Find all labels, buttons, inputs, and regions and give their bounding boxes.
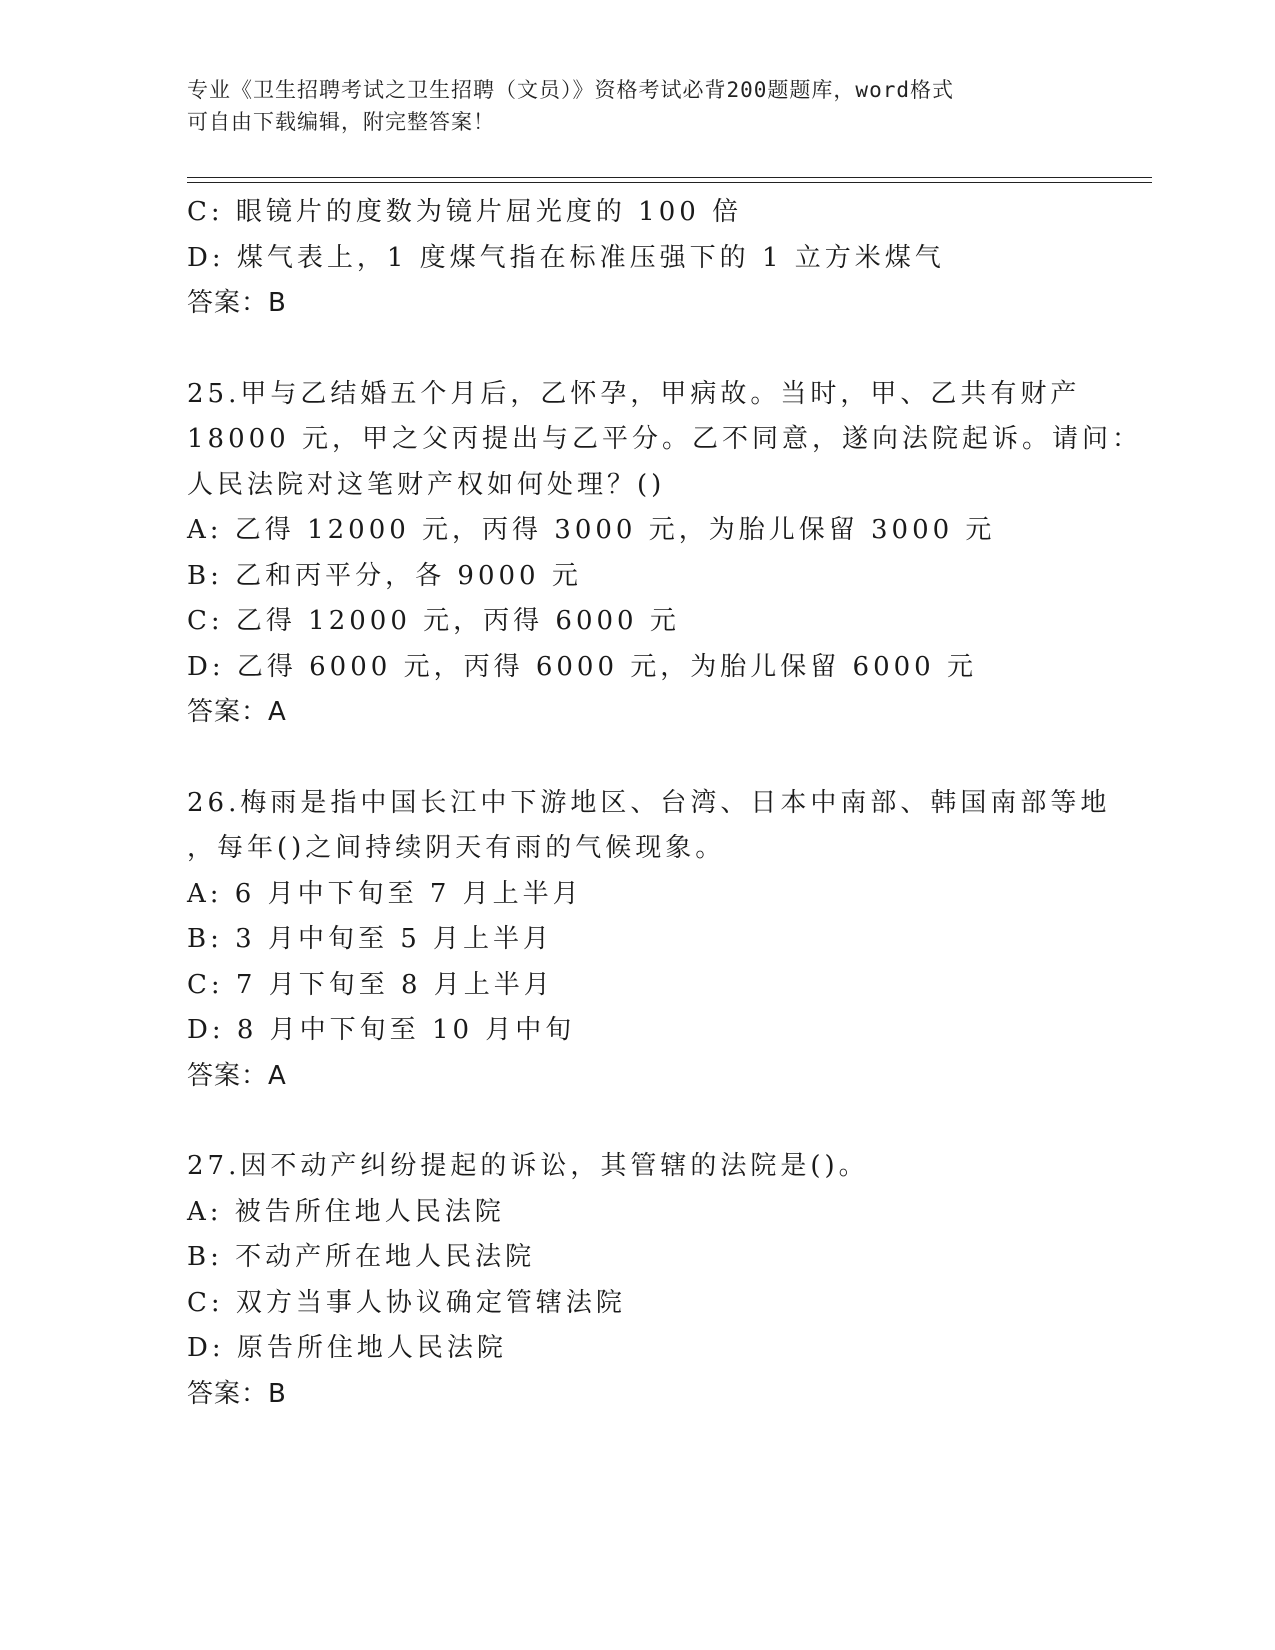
option-line: D: 煤气表上，1 度煤气指在标准压强下的 1 立方米煤气 <box>187 242 945 273</box>
option-line: C: 眼镜片的度数为镜片屈光度的 100 倍 <box>187 197 743 227</box>
question-text-line: 25.甲与乙结婚五个月后，乙怀孕，甲病故。当时，甲、乙共有财产 <box>187 378 1081 409</box>
question-text-line: ，每年()之间持续阴天有雨的气候现象。 <box>187 833 726 863</box>
header-divider-top <box>187 177 1152 178</box>
option-line: C: 7 月下旬至 8 月上半月 <box>187 969 554 1000</box>
option-line: D: 原告所住地人民法院 <box>187 1333 507 1363</box>
answer-line: 答案：A <box>187 1060 287 1091</box>
header-line-2: 可自由下载编辑，附完整答案！ <box>187 110 495 134</box>
option-line: A: 6 月中下旬至 7 月上半月 <box>187 878 583 909</box>
answer-line: 答案：B <box>187 1378 287 1409</box>
header-line-1: 专业《卫生招聘考试之卫生招聘（文员）》资格考试必背200题题库，word格式 <box>187 78 954 102</box>
header-divider-bottom <box>187 182 1152 183</box>
option-line: B: 乙和丙平分，各 9000 元 <box>187 560 582 591</box>
option-line: D: 8 月中下旬至 10 月中旬 <box>187 1015 576 1045</box>
question-text-line: 26.梅雨是指中国长江中下游地区、台湾、日本中南部、韩国南部等地 <box>187 787 1111 818</box>
option-line: B: 3 月中旬至 5 月上半月 <box>187 924 554 954</box>
answer-line: 答案：A <box>187 697 287 727</box>
option-line: D: 乙得 6000 元，丙得 6000 元，为胎儿保留 6000 元 <box>187 651 977 682</box>
question-block <box>187 781 1111 1100</box>
question-text-line: 27.因不动产纠纷提起的诉讼，其管辖的法院是()。 <box>187 1151 869 1181</box>
question-block <box>187 190 1087 327</box>
question-text-line: 人民法院对这笔财产权如何处理？() <box>187 469 666 500</box>
option-line: C: 双方当事人协议确定管辖法院 <box>187 1287 626 1318</box>
question-block <box>187 1144 1087 1417</box>
question-list <box>187 190 1142 1417</box>
option-line: C: 乙得 12000 元，丙得 6000 元 <box>187 606 680 636</box>
option-line: A: 乙得 12000 元，丙得 3000 元，为胎儿保留 3000 元 <box>187 515 996 545</box>
option-line: B: 不动产所在地人民法院 <box>187 1242 536 1272</box>
question-text-line: 18000 元，甲之父丙提出与乙平分。乙不同意，遂向法院起诉。请问： <box>187 424 1142 454</box>
option-line: A: 被告所住地人民法院 <box>187 1196 505 1227</box>
question-block <box>187 372 1142 736</box>
document-header <box>187 74 1087 138</box>
answer-line: 答案：B <box>187 288 287 318</box>
